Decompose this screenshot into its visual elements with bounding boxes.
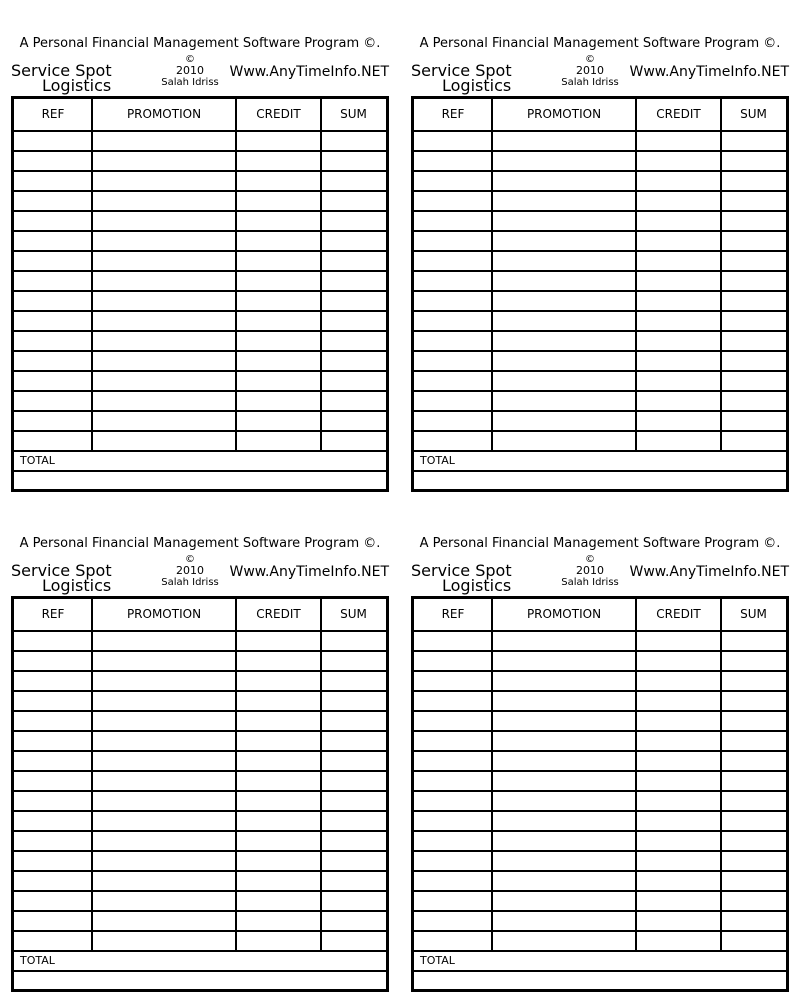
copyright-author: Salah Idriss (161, 77, 219, 88)
ledger-row[interactable] (414, 732, 786, 752)
copyright-symbol: © (185, 554, 195, 565)
col-header-sum: SUM (340, 607, 367, 621)
copyright-block (153, 54, 227, 89)
ledger-row[interactable] (14, 812, 386, 832)
copyright-symbol: © (185, 54, 195, 65)
ledger-row[interactable] (414, 632, 786, 652)
col-header-promotion: PROMOTION (126, 107, 202, 121)
brand-logo-text (11, 62, 112, 95)
ledger-table (11, 96, 389, 492)
total-value-row[interactable] (14, 972, 386, 989)
ledger-row[interactable] (14, 192, 386, 212)
ledger-row[interactable] (414, 652, 786, 672)
ledger-sheet (411, 500, 789, 994)
col-header-promotion: PROMOTION (526, 107, 602, 121)
ledger-sheet (411, 0, 789, 494)
ledger-row[interactable] (14, 712, 386, 732)
total-row (14, 952, 386, 972)
ledger-row[interactable] (414, 272, 786, 292)
ledger-table (411, 596, 789, 992)
brand-line-2: Logistics (442, 76, 512, 95)
ledger-header (14, 599, 386, 632)
ledger-row[interactable] (14, 232, 386, 252)
ledger-row[interactable] (414, 672, 786, 692)
website-label: Www.AnyTimeInfo.NET (629, 564, 789, 580)
copyright-block (553, 54, 627, 89)
col-header-credit: CREDIT (656, 607, 701, 621)
ledger-row[interactable] (14, 412, 386, 432)
ledger-row[interactable] (14, 752, 386, 772)
copyright-author: Salah Idriss (561, 577, 619, 588)
total-label: TOTAL (420, 954, 455, 967)
copyright-block (553, 554, 627, 589)
copyright-author: Salah Idriss (561, 77, 619, 88)
website-label: Www.AnyTimeInfo.NET (629, 64, 789, 80)
brand-logo-text (11, 562, 112, 595)
ledger-row[interactable] (414, 232, 786, 252)
total-label: TOTAL (20, 954, 55, 967)
brand-line-2: Logistics (42, 576, 112, 595)
website-label: Www.AnyTimeInfo.NET (229, 564, 389, 580)
ledger-row[interactable] (414, 832, 786, 852)
ledger-row[interactable] (414, 772, 786, 792)
col-header-credit: CREDIT (256, 107, 301, 121)
website-label: Www.AnyTimeInfo.NET (229, 64, 389, 80)
ledger-table (11, 596, 389, 992)
ledger-sheet (11, 500, 389, 994)
total-label: TOTAL (420, 454, 455, 467)
ledger-row[interactable] (14, 832, 386, 852)
copyright-symbol: © (585, 54, 595, 65)
col-header-credit: CREDIT (256, 607, 301, 621)
ledger-row[interactable] (14, 672, 386, 692)
total-value-row[interactable] (414, 972, 786, 989)
total-value-row[interactable] (14, 472, 386, 489)
ledger-row[interactable] (414, 712, 786, 732)
ledger-row[interactable] (14, 372, 386, 392)
brand-line-1: Service Spot (411, 561, 512, 580)
brand-logo-text (411, 62, 512, 95)
total-value-row[interactable] (414, 472, 786, 489)
brand-line-1: Service Spot (11, 61, 112, 80)
ledger-row[interactable] (414, 132, 786, 152)
col-header-sum: SUM (740, 107, 767, 121)
col-header-ref: REF (441, 607, 465, 621)
ledger-header (414, 99, 786, 132)
program-banner: A Personal Financial Management Software Program ©. (419, 36, 781, 51)
ledger-row[interactable] (414, 932, 786, 952)
ledger-row[interactable] (414, 412, 786, 432)
copyright-year: 2010 (576, 64, 604, 77)
ledger-row[interactable] (414, 292, 786, 312)
brand-logo-text (411, 562, 512, 595)
copyright-symbol: © (585, 554, 595, 565)
total-label: TOTAL (20, 454, 55, 467)
ledger-row[interactable] (414, 872, 786, 892)
ledger-row[interactable] (14, 792, 386, 812)
ledger-table (411, 96, 789, 492)
ledger-header (414, 599, 786, 632)
ledger-row[interactable] (14, 652, 386, 672)
ledger-row[interactable] (14, 432, 386, 452)
brand-line-1: Service Spot (411, 61, 512, 80)
ledger-row[interactable] (14, 152, 386, 172)
ledger-row[interactable] (14, 932, 386, 952)
total-row (14, 452, 386, 472)
ledger-row[interactable] (14, 212, 386, 232)
ledger-row[interactable] (14, 352, 386, 372)
ledger-row[interactable] (414, 812, 786, 832)
ledger-row[interactable] (414, 892, 786, 912)
ledger-row[interactable] (14, 852, 386, 872)
ledger-row[interactable] (414, 152, 786, 172)
ledger-row[interactable] (414, 192, 786, 212)
ledger-row[interactable] (414, 692, 786, 712)
ledger-row[interactable] (414, 752, 786, 772)
ledger-row[interactable] (14, 872, 386, 892)
ledger-row[interactable] (14, 892, 386, 912)
program-banner: A Personal Financial Management Software Program ©. (419, 536, 781, 551)
ledger-row[interactable] (414, 912, 786, 932)
ledger-row[interactable] (414, 312, 786, 332)
ledger-row[interactable] (14, 312, 386, 332)
copyright-year: 2010 (176, 64, 204, 77)
ledger-row[interactable] (414, 792, 786, 812)
ledger-row[interactable] (414, 252, 786, 272)
copyright-author: Salah Idriss (161, 577, 219, 588)
ledger-row[interactable] (14, 692, 386, 712)
ledger-sheet (11, 0, 389, 494)
col-header-promotion: PROMOTION (126, 607, 202, 621)
ledger-row[interactable] (14, 912, 386, 932)
ledger-header (14, 99, 386, 132)
brand-line-2: Logistics (42, 76, 112, 95)
col-header-ref: REF (41, 107, 65, 121)
ledger-row[interactable] (14, 132, 386, 152)
ledger-row[interactable] (14, 772, 386, 792)
ledger-row[interactable] (14, 292, 386, 312)
ledger-row[interactable] (14, 332, 386, 352)
ledger-row[interactable] (14, 172, 386, 192)
ledger-row[interactable] (414, 352, 786, 372)
total-row (414, 452, 786, 472)
ledger-row[interactable] (414, 372, 786, 392)
program-banner: A Personal Financial Management Software Program ©. (19, 36, 381, 51)
brand-line-2: Logistics (442, 576, 512, 595)
ledger-row[interactable] (14, 272, 386, 292)
ledger-row[interactable] (414, 392, 786, 412)
copyright-block (153, 554, 227, 589)
col-header-promotion: PROMOTION (526, 607, 602, 621)
copyright-year: 2010 (176, 564, 204, 577)
program-banner: A Personal Financial Management Software Program ©. (19, 536, 381, 551)
col-header-ref: REF (441, 107, 465, 121)
ledger-row[interactable] (414, 172, 786, 192)
col-header-sum: SUM (740, 607, 767, 621)
ledger-row[interactable] (14, 252, 386, 272)
ledger-row[interactable] (14, 632, 386, 652)
ledger-row[interactable] (14, 392, 386, 412)
col-header-sum: SUM (340, 107, 367, 121)
ledger-row[interactable] (414, 332, 786, 352)
ledger-row[interactable] (414, 432, 786, 452)
col-header-ref: REF (41, 607, 65, 621)
ledger-row[interactable] (414, 852, 786, 872)
ledger-row[interactable] (414, 212, 786, 232)
copyright-year: 2010 (576, 564, 604, 577)
brand-line-1: Service Spot (11, 561, 112, 580)
ledger-row[interactable] (14, 732, 386, 752)
col-header-credit: CREDIT (656, 107, 701, 121)
total-row (414, 952, 786, 972)
